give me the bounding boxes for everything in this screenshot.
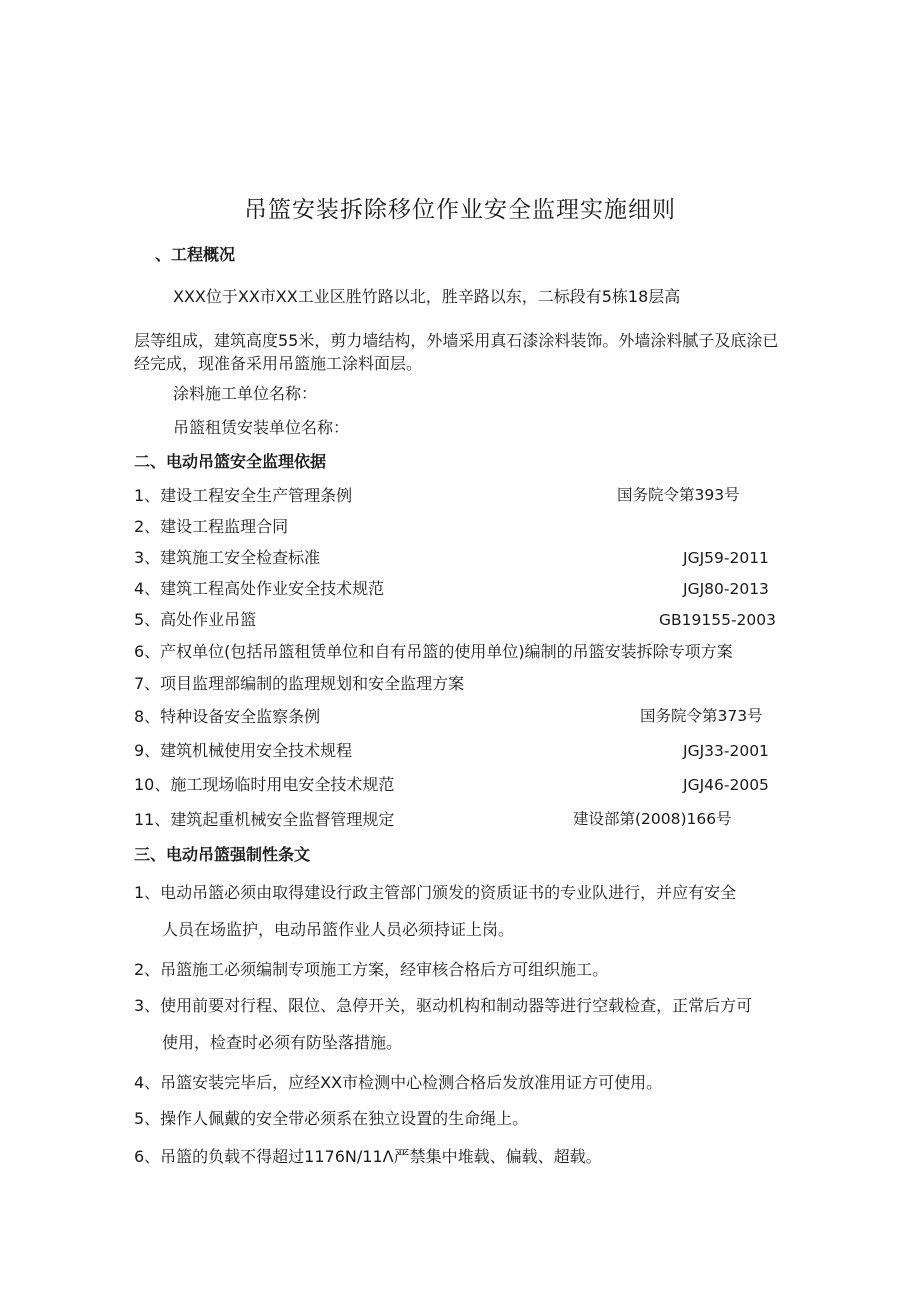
mandatory-item-3-line1: 3、使用前要对行程、限位、急停开关，驱动机构和制动器等进行空载检查，正常后方可	[134, 996, 753, 1015]
basis-item-2: 2、建设工程监理合同	[134, 517, 289, 536]
section1-para1-line2: 层等组成，建筑高度55米，剪力墙结构，外墙采用真石漆涂料装饰。外墙涂料腻子及底涂已经完成，现准备采用吊篮施工涂料面层。	[134, 331, 779, 373]
basis-item-8-ref: 国务院令第373号	[640, 707, 763, 725]
basis-item-10: 10、施工现场临时用电安全技术规范	[134, 775, 395, 794]
basis-item-4-ref: JGJ80-2013	[683, 580, 769, 598]
section1-heading: 、工程概况	[155, 245, 236, 264]
mandatory-item-2: 2、吊篮施工必须编制专项施工方案，经审核合格后方可组织施工。	[134, 960, 609, 979]
basis-item-6: 6、产权单位(包括吊篮租赁单位和自有吊篮的使用单位)编制的吊篮安装拆除专项方案	[134, 642, 733, 661]
basis-item-9-ref: JGJ33-2001	[683, 742, 769, 760]
basis-item-11-ref: 建设部第(2008)166号	[573, 810, 732, 828]
mandatory-item-3-line2: 使用，检查时必须有防坠落措施。	[162, 1033, 403, 1052]
section3-heading: 三、电动吊篮强制性条文	[134, 845, 311, 864]
basis-item-4: 4、建筑工程高处作业安全技术规范	[134, 579, 385, 598]
mandatory-item-6: 6、吊篮的负载不得超过1176N∕11Λ严禁集中堆载、偏载、超载。	[134, 1147, 602, 1166]
section2-heading: 二、电动吊篮安全监理依据	[134, 452, 327, 471]
mandatory-item-5: 5、操作人佩戴的安全带必须系在独立设置的生命绳上。	[134, 1109, 529, 1128]
basis-item-5-ref: GB19155-2003	[659, 611, 776, 629]
mandatory-item-1-line2: 人员在场监护，电动吊篮作业人员必须持证上岗。	[162, 920, 515, 939]
coating-unit-label: 涂料施工单位名称：	[173, 384, 318, 403]
mandatory-item-1-line1: 1、电动吊篮必须由取得建设行政主管部门颁发的资质证书的专业队进行，并应有安全	[134, 883, 737, 902]
basis-item-11: 11、建筑起重机械安全监督管理规定	[134, 810, 395, 829]
basis-item-5: 5、高处作业吊篮	[134, 610, 257, 629]
basis-item-8: 8、特种设备安全监察条例	[134, 707, 321, 726]
basis-item-7: 7、项目监理部编制的监理规划和安全监理方案	[134, 674, 465, 693]
basis-item-10-ref: JGJ46-2005	[683, 776, 769, 794]
basis-item-3: 3、建筑施工安全检查标准	[134, 548, 321, 567]
section1-para1-line1: XXX位于XX市XX工业区胜竹路以北，胜辛路以东，二标段有5栋18层高	[173, 287, 681, 306]
basis-item-1-ref: 国务院令第393号	[617, 486, 740, 504]
mandatory-item-4: 4、吊篮安装完毕后，应经XX市检测中心检测合格后发放准用证方可使用。	[134, 1073, 663, 1092]
basis-item-3-ref: JGJ59-2011	[683, 549, 769, 567]
rental-unit-label: 吊篮租赁安装单位名称：	[173, 418, 350, 437]
document-title: 吊篮安装拆除移位作业安全监理实施细则	[244, 197, 676, 223]
basis-item-9: 9、建筑机械使用安全技术规程	[134, 741, 353, 760]
basis-item-1: 1、建设工程安全生产管理条例	[134, 486, 353, 505]
